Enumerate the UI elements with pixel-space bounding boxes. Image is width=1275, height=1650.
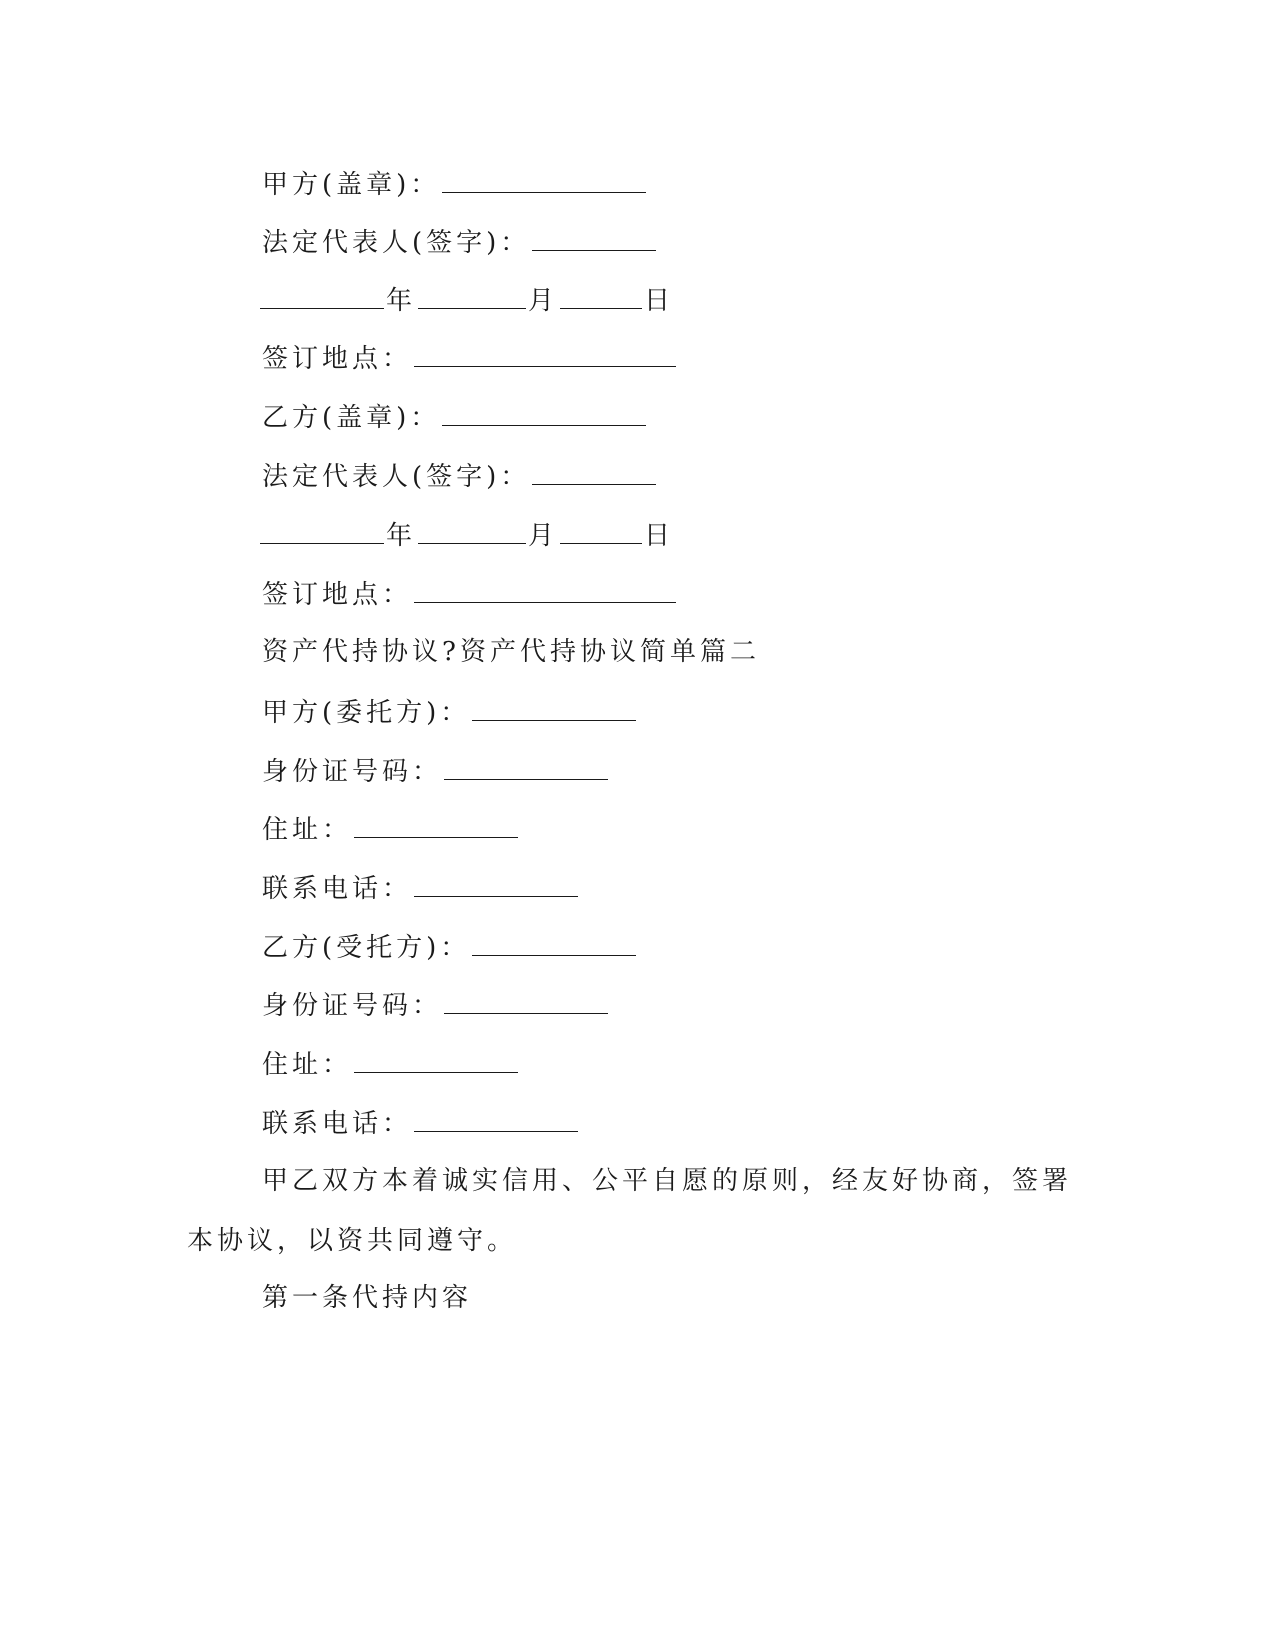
trustee-address-blank (354, 1048, 518, 1073)
principal-id-blank (444, 755, 608, 780)
party-b-rep-blank (532, 460, 656, 485)
principal-phone-label: 联系电话： (262, 874, 413, 904)
trustee-phone-blank (414, 1107, 578, 1132)
trustee-id-label: 身份证号码： (262, 991, 443, 1021)
sign-place-2-blank (414, 578, 676, 603)
trustee-party-line (262, 931, 638, 963)
year-blank-2 (260, 519, 384, 544)
trustee-phone-line (262, 1107, 580, 1139)
principal-address-line (262, 813, 520, 845)
principal-address-label: 住址： (262, 815, 353, 845)
sign-place-1-blank (414, 342, 676, 367)
sign-place-1-label: 签订地点： (262, 344, 413, 374)
party-a-stamp-blank (442, 168, 646, 193)
trustee-phone-label: 联系电话： (262, 1109, 413, 1139)
party-b-stamp-blank (442, 401, 646, 426)
principal-address-blank (354, 813, 518, 838)
year-label-1: 年 (386, 286, 417, 316)
day-blank-1 (560, 284, 642, 309)
principal-party-label: 甲方(委托方)： (262, 698, 471, 728)
principal-id-line (262, 755, 610, 787)
date-line-2 (258, 519, 674, 551)
trustee-party-label: 乙方(受托方)： (262, 933, 471, 963)
trustee-address-label: 住址： (262, 1050, 353, 1080)
party-a-rep-line (262, 226, 658, 258)
principal-id-label: 身份证号码： (262, 757, 443, 787)
principal-party-line (262, 696, 638, 728)
principal-phone-blank (414, 872, 578, 897)
day-label-2: 日 (644, 521, 675, 551)
sign-place-2-line (262, 578, 678, 610)
year-blank-1 (260, 284, 384, 309)
party-a-rep-blank (532, 226, 656, 251)
month-label-1: 月 (528, 286, 559, 316)
month-label-2: 月 (528, 521, 559, 551)
year-label-2: 年 (386, 521, 417, 551)
party-b-stamp-line (262, 401, 648, 433)
trustee-party-blank (472, 931, 636, 956)
trustee-id-line (262, 989, 610, 1021)
preamble-paragraph: 甲乙双方本着诚实信用、公平自愿的原则，经友好协商，签署本协议，以资共同遵守。 (187, 1166, 1073, 1256)
principal-phone-line (262, 872, 580, 904)
day-blank-2 (560, 519, 642, 544)
trustee-id-blank (444, 989, 608, 1014)
party-b-rep-label: 法定代表人(签字)： (262, 462, 531, 492)
party-a-stamp-label: 甲方(盖章)： (262, 170, 441, 200)
month-blank-2 (418, 519, 526, 544)
party-b-rep-line (262, 460, 658, 492)
sign-place-1-line (262, 342, 678, 374)
party-a-stamp-line (262, 168, 648, 200)
party-a-rep-label: 法定代表人(签字)： (262, 228, 531, 258)
date-line-1 (258, 284, 674, 316)
day-label-1: 日 (644, 286, 675, 316)
principal-party-blank (472, 696, 636, 721)
month-blank-1 (418, 284, 526, 309)
party-b-stamp-label: 乙方(盖章)： (262, 403, 441, 433)
section-title: 资产代持协议?资产代持协议简单篇二 (262, 637, 760, 667)
article-1-title: 第一条代持内容 (262, 1283, 473, 1313)
trustee-address-line (262, 1048, 520, 1080)
sign-place-2-label: 签订地点： (262, 580, 413, 610)
